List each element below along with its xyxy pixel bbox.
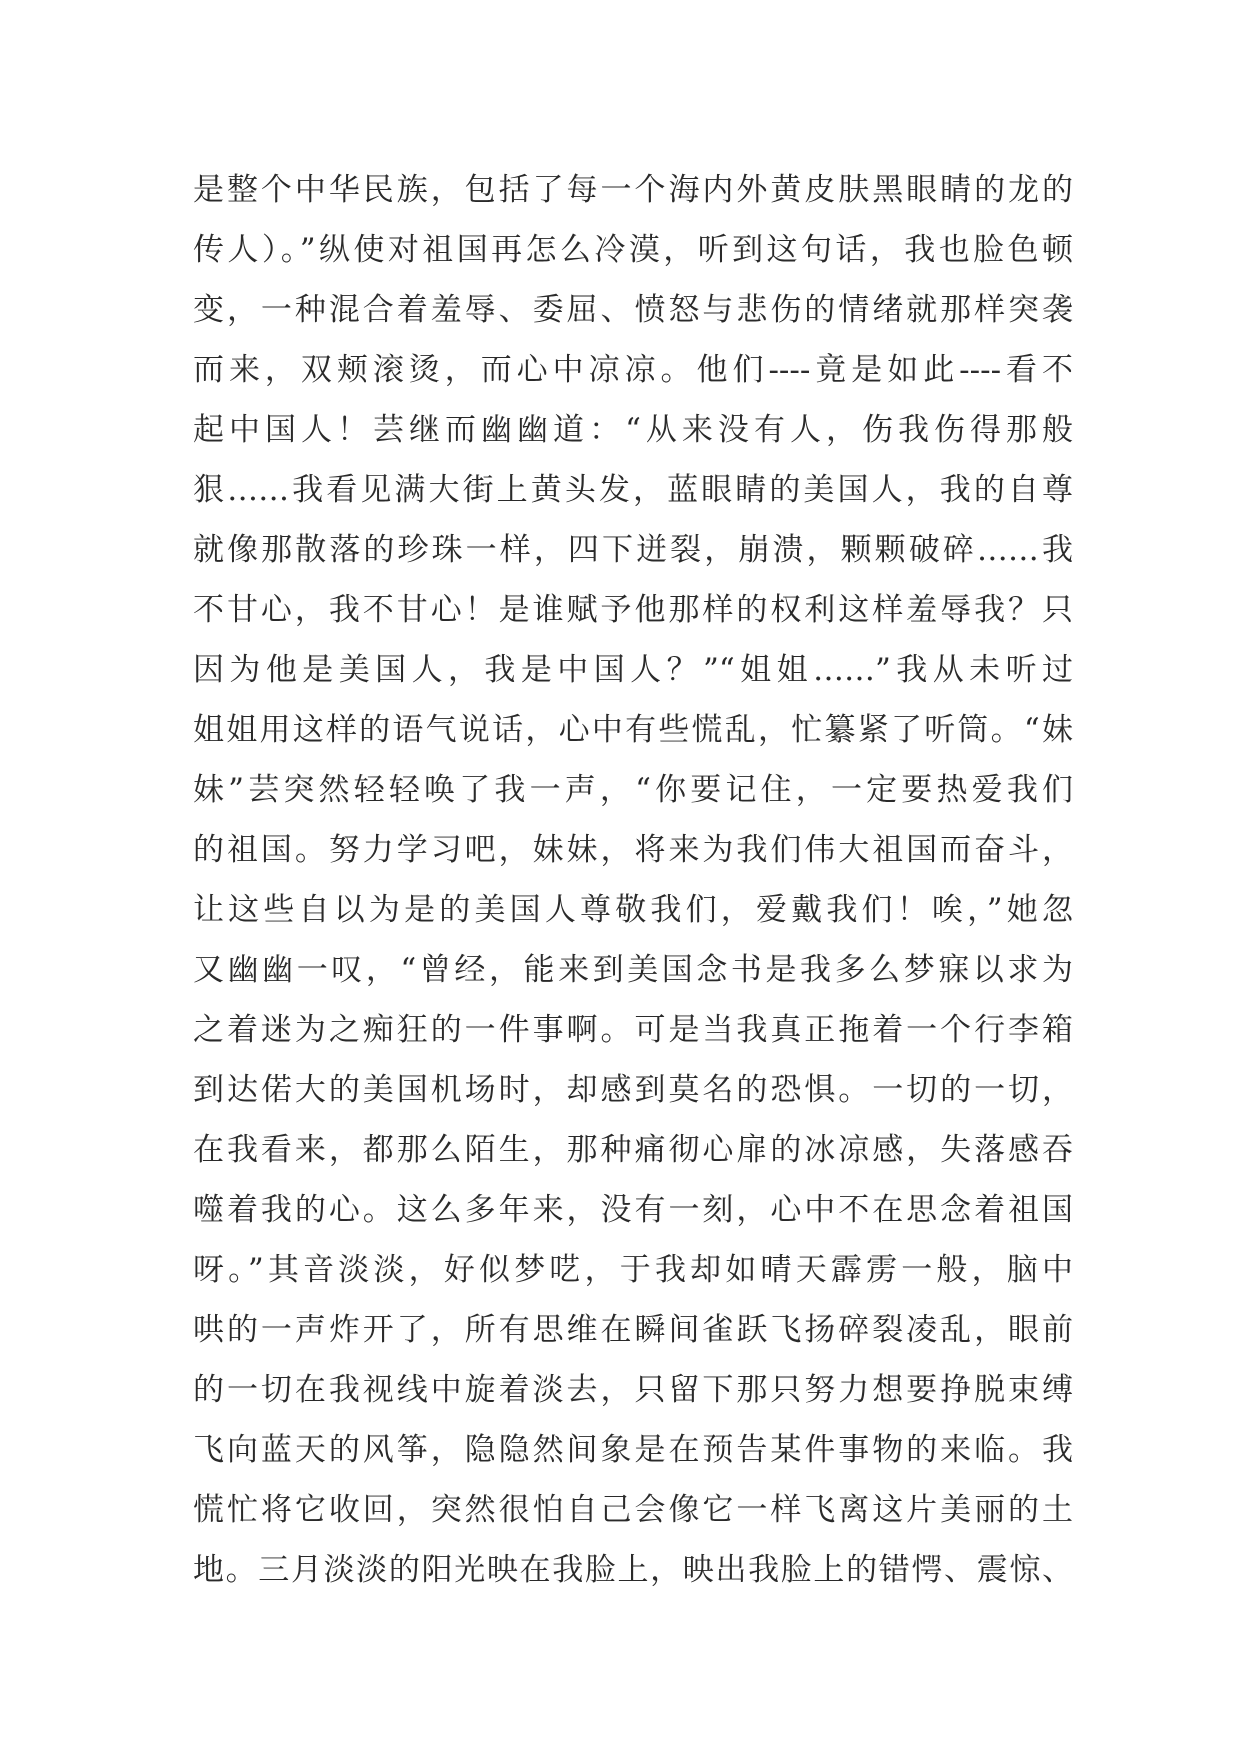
text-line: 之着迷为之痴狂的一件事啊。可是当我真正拖着一个行李箱 (193, 1012, 1073, 1048)
text-line: 呀。”其音淡淡，好似梦呓，于我却如晴天霹雳一般，脑中 (193, 1252, 1073, 1288)
text-line: 的一切在我视线中旋着淡去，只留下那只努力想要挣脱束缚 (193, 1372, 1073, 1408)
text-line: 是整个中华民族，包括了每一个海内外黄皮肤黑眼睛的龙的 (193, 172, 1073, 208)
text-line: 变，一种混合着羞辱、委屈、愤怒与悲伤的情绪就那样突袭 (193, 292, 1073, 328)
text-line: 让这些自以为是的美国人尊敬我们，爱戴我们！唉，”她忽 (193, 892, 1073, 928)
text-line: 狠……我看见满大街上黄头发，蓝眼睛的美国人，我的自尊 (193, 472, 1073, 508)
text-line: 的祖国。努力学习吧，妹妹，将来为我们伟大祖国而奋斗， (193, 832, 1073, 868)
text-line: 噬着我的心。这么多年来，没有一刻，心中不在思念着祖国 (193, 1192, 1073, 1228)
text-line: 姐姐用这样的语气说话，心中有些慌乱，忙纂紧了听筒。“妹 (193, 712, 1073, 748)
text-line: 不甘心，我不甘心！是谁赋予他那样的权利这样羞辱我？只 (193, 592, 1073, 628)
text-line: 妹”芸突然轻轻唤了我一声，“你要记住，一定要热爱我们 (193, 772, 1073, 808)
text-line: 哄的一声炸开了，所有思维在瞬间雀跃飞扬碎裂凌乱，眼前 (193, 1312, 1073, 1348)
text-line: 因为他是美国人，我是中国人？”“姐姐……”我从未听过 (193, 652, 1073, 688)
text-line: 而来，双颊滚烫，而心中凉凉。他们----竟是如此----看不 (193, 352, 1073, 388)
body-text (193, 160, 1073, 1600)
text-line: 又幽幽一叹，“曾经，能来到美国念书是我多么梦寐以求为 (193, 952, 1073, 988)
text-line: 到达偌大的美国机场时，却感到莫名的恐惧。一切的一切， (193, 1072, 1073, 1108)
text-line: 在我看来，都那么陌生，那种痛彻心扉的冰凉感，失落感吞 (193, 1132, 1073, 1168)
text-line: 地。三月淡淡的阳光映在我脸上，映出我脸上的错愕、震惊、 (193, 1552, 1073, 1588)
text-line: 传人）。”纵使对祖国再怎么冷漠，听到这句话，我也脸色顿 (193, 232, 1073, 268)
text-line: 飞向蓝天的风筝，隐隐然间象是在预告某件事物的来临。我 (193, 1432, 1073, 1468)
text-line: 起中国人！芸继而幽幽道：“从来没有人，伤我伤得那般 (193, 412, 1073, 448)
text-line: 就像那散落的珍珠一样，四下迸裂，崩溃，颗颗破碎……我 (193, 532, 1073, 568)
text-line: 慌忙将它收回，突然很怕自己会像它一样飞离这片美丽的土 (193, 1492, 1073, 1528)
